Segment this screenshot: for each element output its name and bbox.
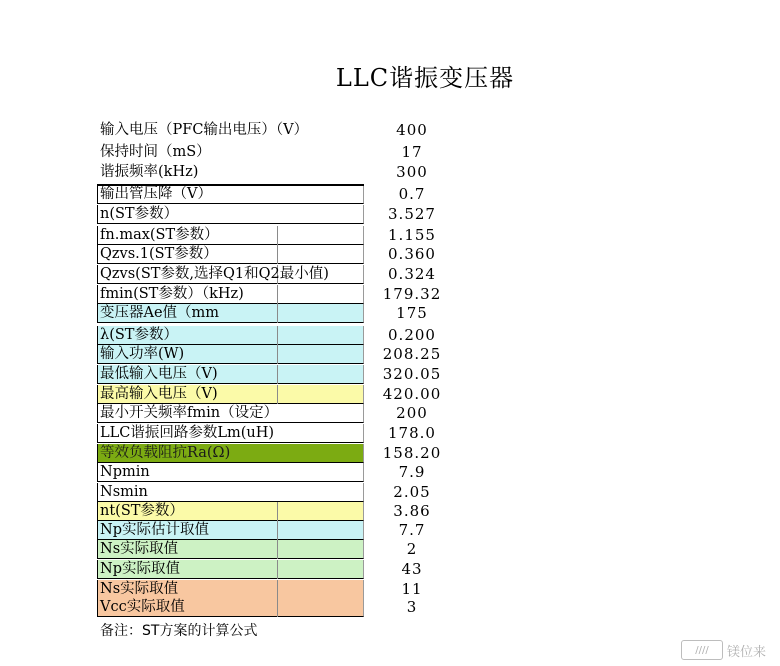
row-value: 3 — [406, 598, 418, 616]
row-label: 最小开关频率fmin（设定） — [100, 405, 279, 421]
column-divider — [277, 245, 278, 264]
row-value: 300 — [396, 163, 428, 181]
row-value: 1.155 — [388, 226, 436, 244]
row-label: fn.max(ST参数） — [100, 227, 219, 243]
row-value: 7.9 — [398, 463, 426, 481]
row-label: Vcc实际取值 — [100, 599, 185, 615]
row-value: 0.360 — [388, 245, 436, 263]
row-value: 0.200 — [388, 326, 436, 344]
row-value: 158.20 — [382, 444, 442, 462]
column-divider — [277, 580, 278, 599]
column-divider — [277, 540, 278, 559]
row-label: Ns实际取值 — [100, 541, 179, 557]
row-value: 400 — [396, 121, 428, 139]
row-label: Np实际取值 — [100, 561, 180, 577]
row-label: 最高输入电压（V) — [100, 386, 218, 402]
column-divider — [277, 326, 278, 345]
row-label: 输入功率(W) — [100, 346, 185, 362]
row-label: 谐振频率(kHz) — [100, 164, 199, 180]
row-label: 保持时间（mS） — [100, 144, 211, 160]
row-label: λ(ST参数） — [100, 327, 178, 343]
column-divider — [277, 560, 278, 579]
row-value: 420.00 — [382, 385, 442, 403]
row-value: 11 — [401, 580, 423, 598]
row-value: 320.05 — [382, 365, 442, 383]
row-value: 2 — [406, 540, 418, 558]
row-value: 0.324 — [388, 265, 436, 283]
column-divider — [277, 226, 278, 245]
column-divider — [277, 285, 278, 304]
row-value: 200 — [396, 404, 428, 422]
column-divider — [277, 598, 278, 617]
row-label: 变压器Ae值（mm — [100, 305, 220, 321]
row-value: 17 — [401, 143, 423, 161]
row-value: 178.0 — [388, 424, 436, 442]
column-divider — [277, 345, 278, 364]
row-value: 3.86 — [393, 502, 431, 520]
row-label: Npmin — [100, 464, 150, 480]
row-label: Ns实际取值 — [100, 581, 179, 597]
row-label: Nsmin — [100, 484, 148, 500]
row-label: 等效负载阻抗Ra(Ω) — [100, 445, 231, 461]
table-top-border — [97, 184, 364, 186]
row-label: 输入电压（PFC输出电压）（V） — [100, 122, 309, 138]
row-value: 208.25 — [382, 345, 442, 363]
row-label: Qzvs.1(ST参数） — [100, 246, 218, 262]
row-value: 0.7 — [398, 185, 426, 203]
column-divider — [277, 385, 278, 404]
watermark — [681, 640, 766, 660]
row-value: 2.05 — [393, 483, 431, 501]
row-label: Qzvs(ST参数,选择Q1和Q2最小值) — [100, 266, 329, 282]
column-divider — [277, 521, 278, 540]
column-divider — [277, 304, 278, 323]
row-value: 43 — [401, 560, 423, 578]
row-label: 最低输入电压（V) — [100, 366, 218, 382]
column-divider — [277, 365, 278, 384]
row-label: n(ST参数） — [100, 206, 179, 222]
watermark-logo-icon: //// — [681, 640, 723, 660]
row-label: 输出管压降（V） — [100, 186, 212, 202]
row-value: 175 — [396, 304, 428, 322]
row-label: fmin(ST参数）（kHz) — [100, 286, 244, 302]
column-divider — [277, 502, 278, 521]
row-value: 7.7 — [398, 521, 426, 539]
page-title: LLC谐振变压器 — [335, 64, 515, 92]
footnote: 备注：ST方案的计算公式 — [100, 623, 258, 639]
row-label: Np实际估计取值 — [100, 522, 209, 538]
row-value: 179.32 — [382, 285, 442, 303]
row-value: 3.527 — [388, 205, 436, 223]
watermark-brand: 镁位来 — [726, 644, 766, 660]
row-label: nt(ST参数） — [100, 503, 184, 519]
row-label: LLC谐振回路参数Lm(uH) — [100, 425, 275, 441]
